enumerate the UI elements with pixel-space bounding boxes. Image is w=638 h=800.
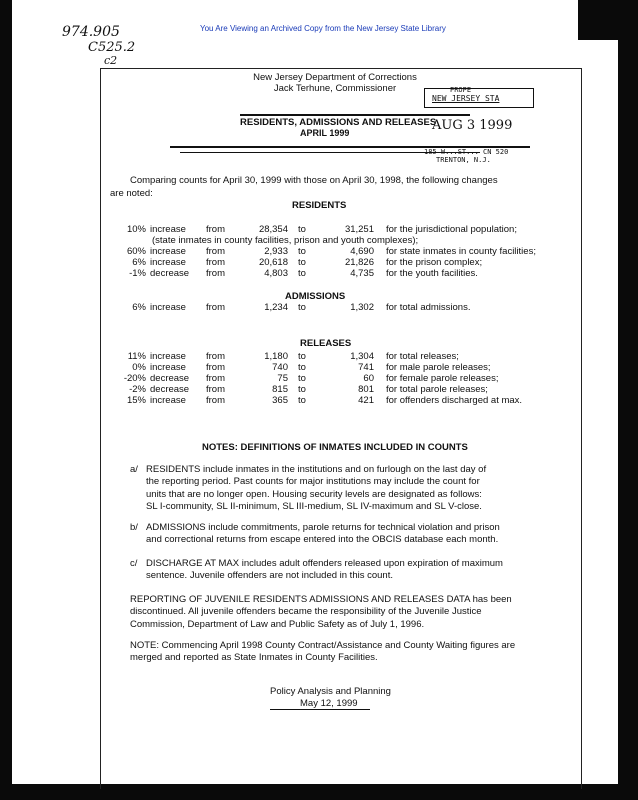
to-label: to xyxy=(298,268,306,279)
from-label: from xyxy=(206,224,225,235)
intro-line2: are noted: xyxy=(110,188,153,199)
library-received-stamp xyxy=(420,86,540,164)
change-direction: increase xyxy=(150,362,186,373)
from-label: from xyxy=(206,257,225,268)
change-direction: increase xyxy=(150,351,186,362)
handwritten-copy: c2 xyxy=(104,54,118,67)
note-b-label: b/ xyxy=(130,522,138,533)
note-b-line1: ADMISSIONS include commitments, parole returns for technical violation and prison xyxy=(146,522,500,533)
juvenile-line2: discontinued. All juvenile offenders became the responsibility of the Juvenile Justice xyxy=(130,606,482,618)
current-value: 1,302 xyxy=(350,302,374,313)
current-value: 421 xyxy=(358,395,374,406)
scan-border-right xyxy=(618,0,638,800)
change-pct: 60% xyxy=(126,246,146,257)
change-direction: decrease xyxy=(150,373,190,384)
row-description: for female parole releases; xyxy=(386,373,499,384)
scan-corner xyxy=(578,0,638,40)
from-label: from xyxy=(206,384,225,395)
stamp-line2: NEW JERSEY STA xyxy=(432,94,500,103)
current-value: 801 xyxy=(358,384,374,395)
prior-value: 4,803 xyxy=(264,268,288,279)
row-description: for the jurisdictional population; xyxy=(386,224,517,235)
releases-heading: RELEASES xyxy=(300,338,352,349)
note-a xyxy=(130,464,570,516)
change-pct: 6% xyxy=(132,257,146,268)
change-direction: decrease xyxy=(150,268,190,279)
to-label: to xyxy=(298,224,306,235)
prior-value: 1,180 xyxy=(264,351,288,362)
to-label: to xyxy=(298,246,306,257)
current-value: 4,735 xyxy=(350,268,374,279)
report-period: APRIL 1999 xyxy=(300,128,350,138)
handwritten-code: C525.2 xyxy=(88,40,136,55)
county-note-line2: merged and reported as State Inmates in County Facilities. xyxy=(130,652,378,664)
stamp-line1: PROPE xyxy=(450,86,472,94)
row-description: for total parole releases; xyxy=(386,384,488,395)
handwritten-call-number: 974.905 xyxy=(62,24,120,40)
change-pct: -20% xyxy=(123,373,146,384)
prior-value: 365 xyxy=(272,395,288,406)
footer-rule xyxy=(270,709,370,710)
juvenile-line1: REPORTING OF JUVENILE RESIDENTS ADMISSIONS AND RELEASES DATA has been xyxy=(130,594,512,605)
note-c-label: c/ xyxy=(130,558,138,569)
prior-value: 28,354 xyxy=(258,224,288,235)
archive-banner: You Are Viewing an Archived Copy from the New Jersey State Library xyxy=(200,24,446,33)
stamp-line4: TRENTON, N.J. xyxy=(436,156,491,164)
change-direction: increase xyxy=(150,224,186,235)
to-label: to xyxy=(298,257,306,268)
prior-value: 75 xyxy=(277,373,288,384)
prior-value: 1,234 xyxy=(264,302,288,313)
footer-unit: Policy Analysis and Planning xyxy=(270,686,391,697)
prior-value: 2,933 xyxy=(264,246,288,257)
residents-heading: RESIDENTS xyxy=(292,200,347,211)
row-description: for the prison complex; xyxy=(386,257,483,268)
current-value: 741 xyxy=(358,362,374,373)
row-description: for state inmates in county facilities; xyxy=(386,246,536,257)
admissions-heading: ADMISSIONS xyxy=(285,291,346,302)
from-label: from xyxy=(206,351,225,362)
from-label: from xyxy=(206,373,225,384)
change-pct: 6% xyxy=(132,302,146,313)
row-description: for the youth facilities. xyxy=(386,268,478,279)
commissioner-name: Jack Terhune, Commissioner xyxy=(273,83,397,94)
change-pct: 15% xyxy=(126,395,146,406)
change-direction: decrease xyxy=(150,384,190,395)
change-direction: increase xyxy=(150,395,186,406)
change-direction: increase xyxy=(150,302,186,313)
change-pct: -2% xyxy=(129,384,146,395)
note-b-line2: and correctional returns from escape entered into the OBCIS database each month. xyxy=(146,534,499,546)
county-note-paragraph xyxy=(130,640,580,666)
to-label: to xyxy=(298,395,306,406)
note-a-line2: the reporting period. Past counts for major institutions may include the count for xyxy=(146,476,480,488)
note-a-line4: SL I-community, SL II-minimum, SL III-medium, SL IV-maximum and SL V-close. xyxy=(146,501,482,513)
note-a-line3: units that are no longer open. Housing security levels are designated as follows: xyxy=(146,488,482,500)
from-label: from xyxy=(206,362,225,373)
county-note-line1: NOTE: Commencing April 1998 County Contract/Assistance and County Waiting figures are xyxy=(130,640,516,651)
to-label: to xyxy=(298,384,306,395)
current-value: 31,251 xyxy=(344,224,374,235)
scan-border-left xyxy=(0,0,12,800)
to-label: to xyxy=(298,373,306,384)
residents-note: (state inmates in county facilities, prison and youth complexes); xyxy=(152,235,419,246)
notes-title: NOTES: DEFINITIONS OF INMATES INCLUDED IN COUNTS xyxy=(202,442,468,453)
stamp-date: AUG 3 1999 xyxy=(432,118,513,133)
from-label: from xyxy=(206,246,225,257)
to-label: to xyxy=(298,362,306,373)
change-pct: 10% xyxy=(126,224,146,235)
to-label: to xyxy=(298,302,306,313)
footer-date: May 12, 1999 xyxy=(300,698,358,709)
from-label: from xyxy=(206,268,225,279)
intro-line1: Comparing counts for April 30, 1999 with those on April 30, 1998, the following changes xyxy=(130,175,498,186)
to-label: to xyxy=(298,351,306,362)
report-title: RESIDENTS, ADMISSIONS AND RELEASES xyxy=(240,117,437,128)
from-label: from xyxy=(206,302,225,313)
note-c xyxy=(130,558,570,584)
row-description: for total admissions. xyxy=(386,302,471,313)
juvenile-paragraph xyxy=(130,594,570,632)
prior-value: 740 xyxy=(272,362,288,373)
change-pct: 0% xyxy=(132,362,146,373)
change-pct: 11% xyxy=(127,351,146,362)
prior-value: 815 xyxy=(272,384,288,395)
row-description: for total releases; xyxy=(386,351,459,362)
change-pct: -1% xyxy=(129,268,146,279)
note-a-label: a/ xyxy=(130,464,138,475)
department-name: New Jersey Department of Corrections xyxy=(253,72,417,83)
current-value: 21,826 xyxy=(344,257,374,268)
juvenile-line3: Commission, Department of Law and Public Safety as of July 1, 1996. xyxy=(130,618,425,630)
change-direction: increase xyxy=(150,257,186,268)
row-description: for offenders discharged at max. xyxy=(386,395,523,406)
stamp-line3: 185 W...ST... CN 520 xyxy=(424,148,509,156)
prior-value: 20,618 xyxy=(258,257,288,268)
row-description: for male parole releases; xyxy=(386,362,491,373)
note-a-line1: RESIDENTS include inmates in the institutions and on furlough on the last day of xyxy=(146,464,487,475)
current-value: 4,690 xyxy=(350,246,374,257)
current-value: 1,304 xyxy=(350,351,374,362)
note-b xyxy=(130,522,570,548)
current-value: 60 xyxy=(363,373,374,384)
from-label: from xyxy=(206,395,225,406)
note-c-line2: sentence. Juvenile offenders are not included in this count. xyxy=(146,570,393,582)
note-c-line1: DISCHARGE AT MAX includes adult offenders released upon expiration of maximum xyxy=(146,558,503,569)
change-direction: increase xyxy=(150,246,186,257)
